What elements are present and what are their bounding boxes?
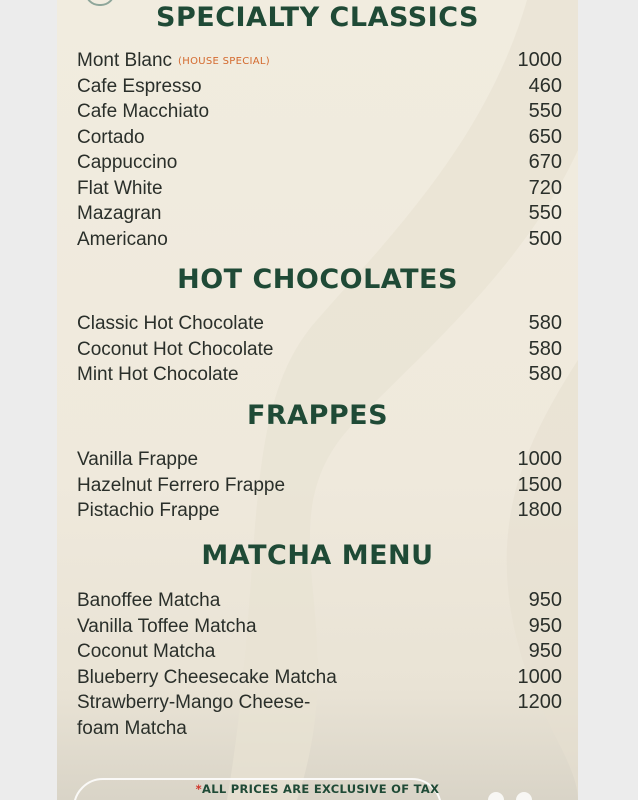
section-title-frappes: FRAPPES [246,400,389,431]
item-name: Mint Hot Chocolate [77,364,239,385]
footer-icon-row [480,792,570,800]
item-name: Blueberry Cheesecake Matcha [77,666,337,688]
section-title-matcha-menu: MATCHA MENU [201,540,434,571]
item-name: Vanilla Frappe [77,449,199,470]
menu-item [77,447,562,473]
item-price: 580 [528,363,562,385]
menu-item [77,498,562,524]
item-name: Banoffee Matcha [77,590,221,611]
menu-item [77,125,562,151]
item-price: 1000 [517,665,562,688]
matcha-menu-list [77,588,562,741]
item-price: 720 [528,176,562,199]
menu-item [77,588,562,614]
menu-item [77,99,562,125]
item-price: 1000 [517,49,562,71]
menu-card [57,0,578,800]
item-name: Cafe Espresso [77,75,202,97]
menu-item [77,362,562,388]
item-price: 1800 [517,499,562,521]
menu-item [77,639,562,665]
item-price: 950 [528,640,562,662]
frappes-list [77,447,562,524]
item-name: Vanilla Toffee Matcha [77,615,257,637]
item-name: Mazagran [77,203,162,224]
item-name: Cappuccino [77,152,178,173]
item-price: 650 [528,125,562,148]
item-name: Cortado [77,126,145,148]
footer-circle-icon [516,792,532,800]
menu-item [77,311,562,337]
section-title-hot-chocolates: HOT CHOCOLATES [177,264,458,295]
menu-item [77,227,562,253]
item-name: Pistachio Frappe [77,500,220,521]
menu-item [77,48,562,74]
item-price: 460 [528,74,562,97]
house-special-badge: (HOUSE SPECIAL) [178,56,270,67]
menu-item [77,690,562,741]
item-price: 580 [528,337,562,360]
menu-item [77,614,562,640]
item-price: 580 [528,312,562,334]
menu-item [77,176,562,202]
item-price: 550 [528,100,562,122]
item-price: 1000 [517,448,562,470]
menu-item [77,473,562,499]
specialty-classics-list [77,48,562,252]
hot-chocolates-list [77,311,562,388]
item-name: Mont Blanc [77,50,173,71]
tax-disclaimer-text: ALL PRICES ARE EXCLUSIVE OF TAX [202,782,440,796]
menu-item [77,150,562,176]
footer-circle-icon [488,792,504,800]
menu-item [77,665,562,691]
item-price: 550 [528,202,562,224]
menu-item [77,201,562,227]
menu-item [77,337,562,363]
section-title-specialty-classics: SPECIALTY CLASSICS [156,2,479,33]
item-name: Coconut Matcha [77,641,216,662]
item-price: 950 [528,589,562,611]
item-name: Cafe Macchiato [77,101,210,122]
menu-item [77,74,562,100]
item-name: Coconut Hot Chocolate [77,338,274,360]
item-price: 670 [528,151,562,173]
item-name: Americano [77,228,168,250]
item-name: Flat White [77,177,163,199]
item-price: 950 [528,614,562,637]
item-name: Strawberry-Mango Cheese-foam Matcha [77,692,311,739]
item-name: Classic Hot Chocolate [77,313,264,334]
item-price: 1500 [517,473,562,496]
item-name: Hazelnut Ferrero Frappe [77,474,286,496]
tax-asterisk: * [195,782,202,796]
item-price: 1200 [517,691,562,713]
item-price: 500 [528,227,562,250]
